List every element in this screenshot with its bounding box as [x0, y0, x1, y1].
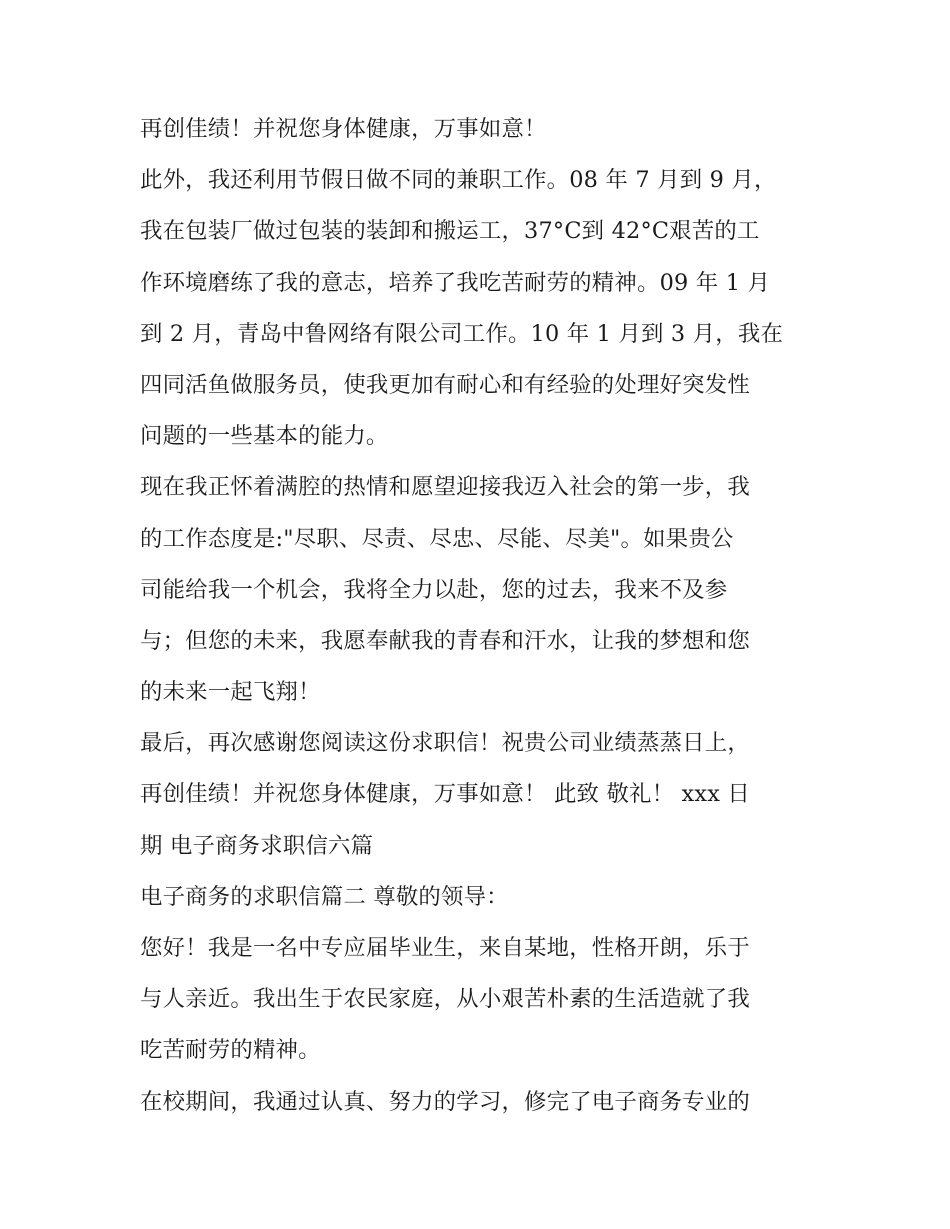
text-line: 再创佳绩！并祝您身体健康，万事如意！ 此致 敬礼！ xxx 日 — [140, 781, 750, 808]
text-line: 问题的一些基本的能力。 — [140, 423, 389, 450]
text-line: 电子商务的求职信篇二 尊敬的领导： — [140, 883, 509, 910]
text-line: 此外，我还利用节假日做不同的兼职工作。08 年 7 月到 9 月， — [140, 167, 777, 194]
text-line: 到 2 月，青岛中鲁网络有限公司工作。10 年 1 月到 3 月，我在 — [140, 320, 784, 347]
text-line: 与人亲近。我出生于农民家庭，从小艰苦朴素的生活造就了我 — [140, 986, 750, 1013]
text-line: 您好！我是一名中专应届毕业生，来自某地，性格开朗，乐于 — [140, 935, 750, 961]
text-line: 我在包装厂做过包装的装卸和搬运工，37°C到 42°C艰苦的工 — [140, 218, 760, 245]
text-line: 在校期间，我通过认真、努力的学习，修完了电子商务专业的 — [140, 1088, 750, 1115]
text-line: 再创佳绩！并祝您身体健康，万事如意！ — [140, 116, 547, 142]
document-body — [140, 104, 820, 1128]
text-line: 现在我正怀着满腔的热情和愿望迎接我迈入社会的第一步，我 — [140, 474, 750, 501]
text-line: 最后，再次感谢您阅读这份求职信！祝贵公司业绩蒸蒸日上， — [140, 730, 750, 757]
text-line: 吃苦耐劳的精神。 — [140, 1037, 321, 1064]
text-line: 司能给我一个机会，我将全力以赴，您的过去，我来不及参 — [140, 576, 728, 603]
text-line: 作环境磨练了我的意志，培养了我吃苦耐劳的精神。09 年 1 月 — [140, 269, 771, 296]
text-line: 的未来一起飞翔！ — [140, 679, 321, 706]
text-line: 与；但您的未来，我愿奉献我的青春和汗水，让我的梦想和您 — [140, 627, 750, 654]
text-line: 的工作态度是:"尽职、尽责、尽忠、尽能、尽美"。如果贵公 — [140, 525, 734, 552]
text-line: 期 电子商务求职信六篇 — [140, 832, 374, 859]
text-line: 四同活鱼做服务员，使我更加有耐心和有经验的处理好突发性 — [140, 371, 750, 398]
